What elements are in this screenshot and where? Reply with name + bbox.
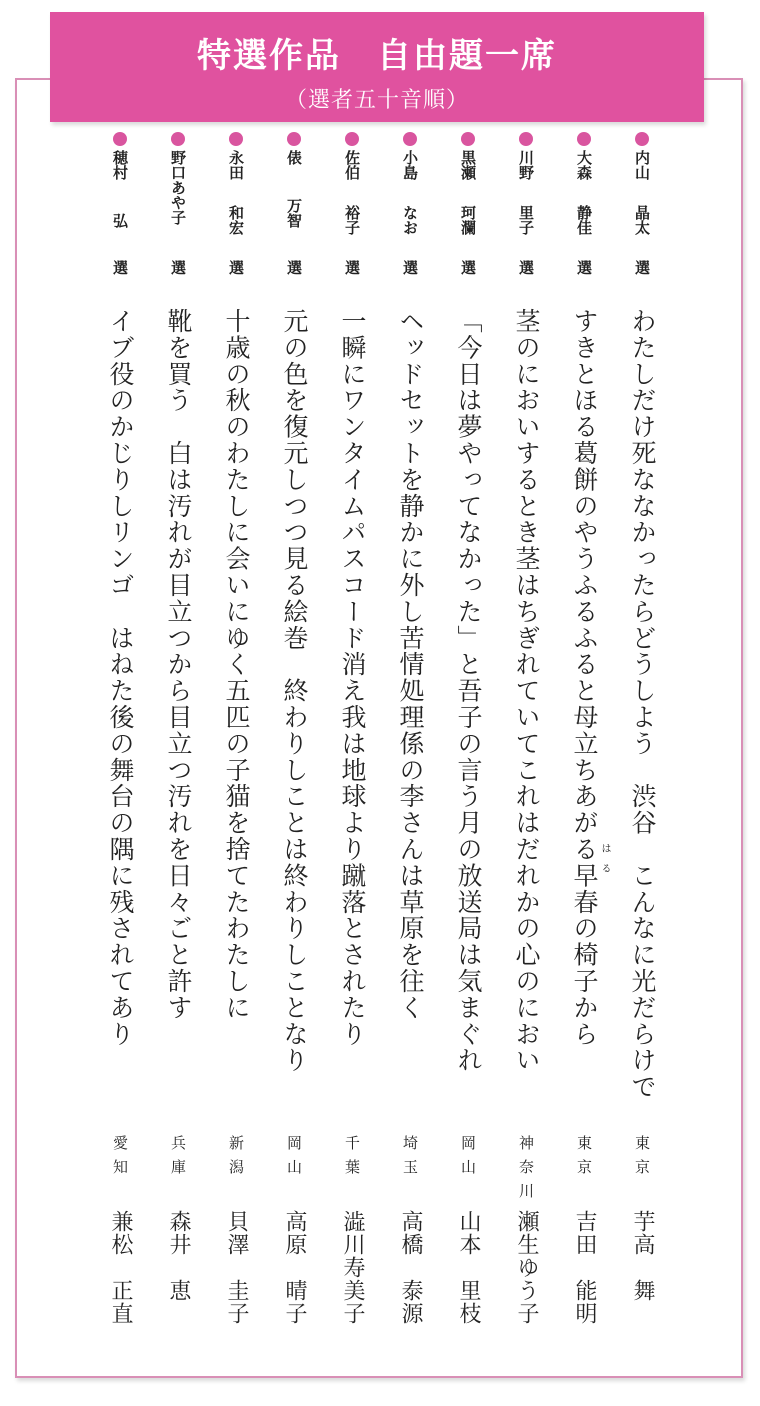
entry-column-6 — [332, 130, 372, 1350]
bullet-dot-icon — [345, 132, 359, 146]
author-name: 高原 晴子 — [282, 1210, 307, 1325]
bullet-dot-icon — [229, 132, 243, 146]
selector-label — [506, 150, 546, 275]
author-prefecture: 埼玉 — [401, 1135, 419, 1183]
entry-column-10 — [100, 130, 140, 1350]
selector-suffix: 選 — [111, 260, 129, 275]
bullet-dot-icon — [519, 132, 533, 146]
selector-label — [332, 150, 372, 275]
poem-text: ヘッドセットを静かに外し苦情処理係の李さんは草原を往く — [396, 308, 425, 1021]
author-name: 芋高 舞 — [630, 1210, 655, 1302]
selector-suffix: 選 — [575, 260, 593, 275]
bullet-dot-icon — [577, 132, 591, 146]
selector-given: 珂瀾 — [459, 205, 477, 235]
selector-label — [158, 150, 198, 275]
bullet-dot-icon — [113, 132, 127, 146]
selector-name: 野口あや子 — [169, 150, 187, 225]
poem-text: 茎のにおいするとき茎はちぎれていてこれはだれかの心のにおい — [512, 308, 541, 1074]
author-prefecture: 岡山 — [459, 1135, 477, 1183]
header-banner — [50, 12, 704, 122]
author-prefecture: 東京 — [633, 1135, 651, 1183]
poem-text: 靴を買う 白は汚れが目立つから目立つ汚れを日々ごと許す — [164, 308, 193, 1021]
author-prefecture: 千葉 — [343, 1135, 361, 1183]
page-title: 特選作品 自由題一席 — [197, 36, 557, 76]
selector-suffix: 選 — [227, 260, 245, 275]
bullet-dot-icon — [287, 132, 301, 146]
selector-given: 里子 — [517, 205, 535, 235]
selector-suffix: 選 — [459, 260, 477, 275]
selector-given: 和宏 — [227, 205, 245, 235]
author-prefecture: 岡山 — [285, 1135, 303, 1183]
page-subtitle: （選者五十音順） — [284, 88, 469, 113]
author-name: 吉田 能明 — [572, 1210, 597, 1325]
selector-name: 川野 — [517, 150, 535, 180]
poem-text: 元の色を復元しつつ見る絵巻 終わりしことは終わりしことなり — [280, 308, 309, 1074]
selector-suffix: 選 — [401, 260, 419, 275]
bullet-dot-icon — [403, 132, 417, 146]
entry-column-3 — [506, 130, 546, 1350]
author-name: 山本 里枝 — [456, 1210, 481, 1325]
entry-column-8 — [216, 130, 256, 1350]
entry-column-1 — [622, 130, 662, 1350]
author-name: 貝澤 圭子 — [224, 1210, 249, 1325]
selector-name: 小島 — [401, 150, 419, 180]
selector-label — [390, 150, 430, 275]
poem-text: わたしだけ死ななかったらどうしよう 渋谷 こんなに光だらけで — [628, 308, 657, 1100]
entry-column-2 — [564, 130, 604, 1350]
author-prefecture: 神奈川 — [517, 1135, 535, 1207]
selector-label — [274, 150, 314, 275]
author-name: 兼松 正直 — [108, 1210, 133, 1325]
bullet-dot-icon — [171, 132, 185, 146]
selector-name: 永田 — [227, 150, 245, 180]
selector-name: 俵 — [285, 150, 303, 165]
selector-name: 穂村 — [111, 150, 129, 180]
selector-given: 静佳 — [575, 205, 593, 235]
selector-label — [216, 150, 256, 275]
poem-text: 「今日は夢やってなかった」と吾子の言う月の放送局は気まぐれ — [454, 308, 483, 1074]
selector-suffix: 選 — [343, 260, 361, 275]
selector-suffix: 選 — [169, 260, 187, 275]
author-name: 瀬生ゆう子 — [514, 1210, 539, 1325]
author-prefecture: 東京 — [575, 1135, 593, 1183]
ruby-annotation: はる — [599, 843, 610, 883]
author-name: 森井 恵 — [166, 1210, 191, 1302]
author-name: 澁川寿美子 — [340, 1210, 365, 1325]
bullet-dot-icon — [461, 132, 475, 146]
selector-name: 内山 — [633, 150, 651, 180]
bullet-dot-icon — [635, 132, 649, 146]
selector-given: 弘 — [111, 212, 129, 228]
poem-text: 一瞬にワンタイムパスコード消え我は地球より蹴落とされたり — [338, 308, 367, 1048]
selector-suffix: 選 — [285, 260, 303, 275]
entry-column-4 — [448, 130, 488, 1350]
poem-text: 十歳の秋のわたしに会いにゆく五匹の子猫を捨てたわたしに — [222, 308, 251, 1021]
author-name: 高橋 泰源 — [398, 1210, 423, 1325]
selector-given: 晶太 — [633, 205, 651, 235]
entry-column-5 — [390, 130, 430, 1350]
author-prefecture: 兵庫 — [169, 1135, 187, 1183]
selector-name: 黒瀬 — [459, 150, 477, 180]
selector-suffix: 選 — [517, 260, 535, 275]
selector-name: 大森 — [575, 150, 593, 180]
poem-text: すきとほる葛餅のやうふるふると母立ちあがる早春の椅子から — [570, 308, 599, 1048]
selector-label — [100, 150, 140, 275]
selector-name: 佐伯 — [343, 150, 361, 180]
poem-text: イブ役のかじりしリンゴ はねた後の舞台の隅に残されてあり — [106, 308, 135, 1048]
entry-column-7 — [274, 130, 314, 1350]
author-prefecture: 愛知 — [111, 1135, 129, 1183]
author-prefecture: 新潟 — [227, 1135, 245, 1183]
selector-given: 裕子 — [343, 205, 361, 235]
selector-label — [622, 150, 662, 275]
entry-column-9 — [158, 130, 198, 1350]
selector-given: なお — [401, 205, 419, 235]
selector-label — [564, 150, 604, 275]
selector-label — [448, 150, 488, 275]
selector-given: 万智 — [285, 197, 303, 228]
selector-suffix: 選 — [633, 260, 651, 275]
